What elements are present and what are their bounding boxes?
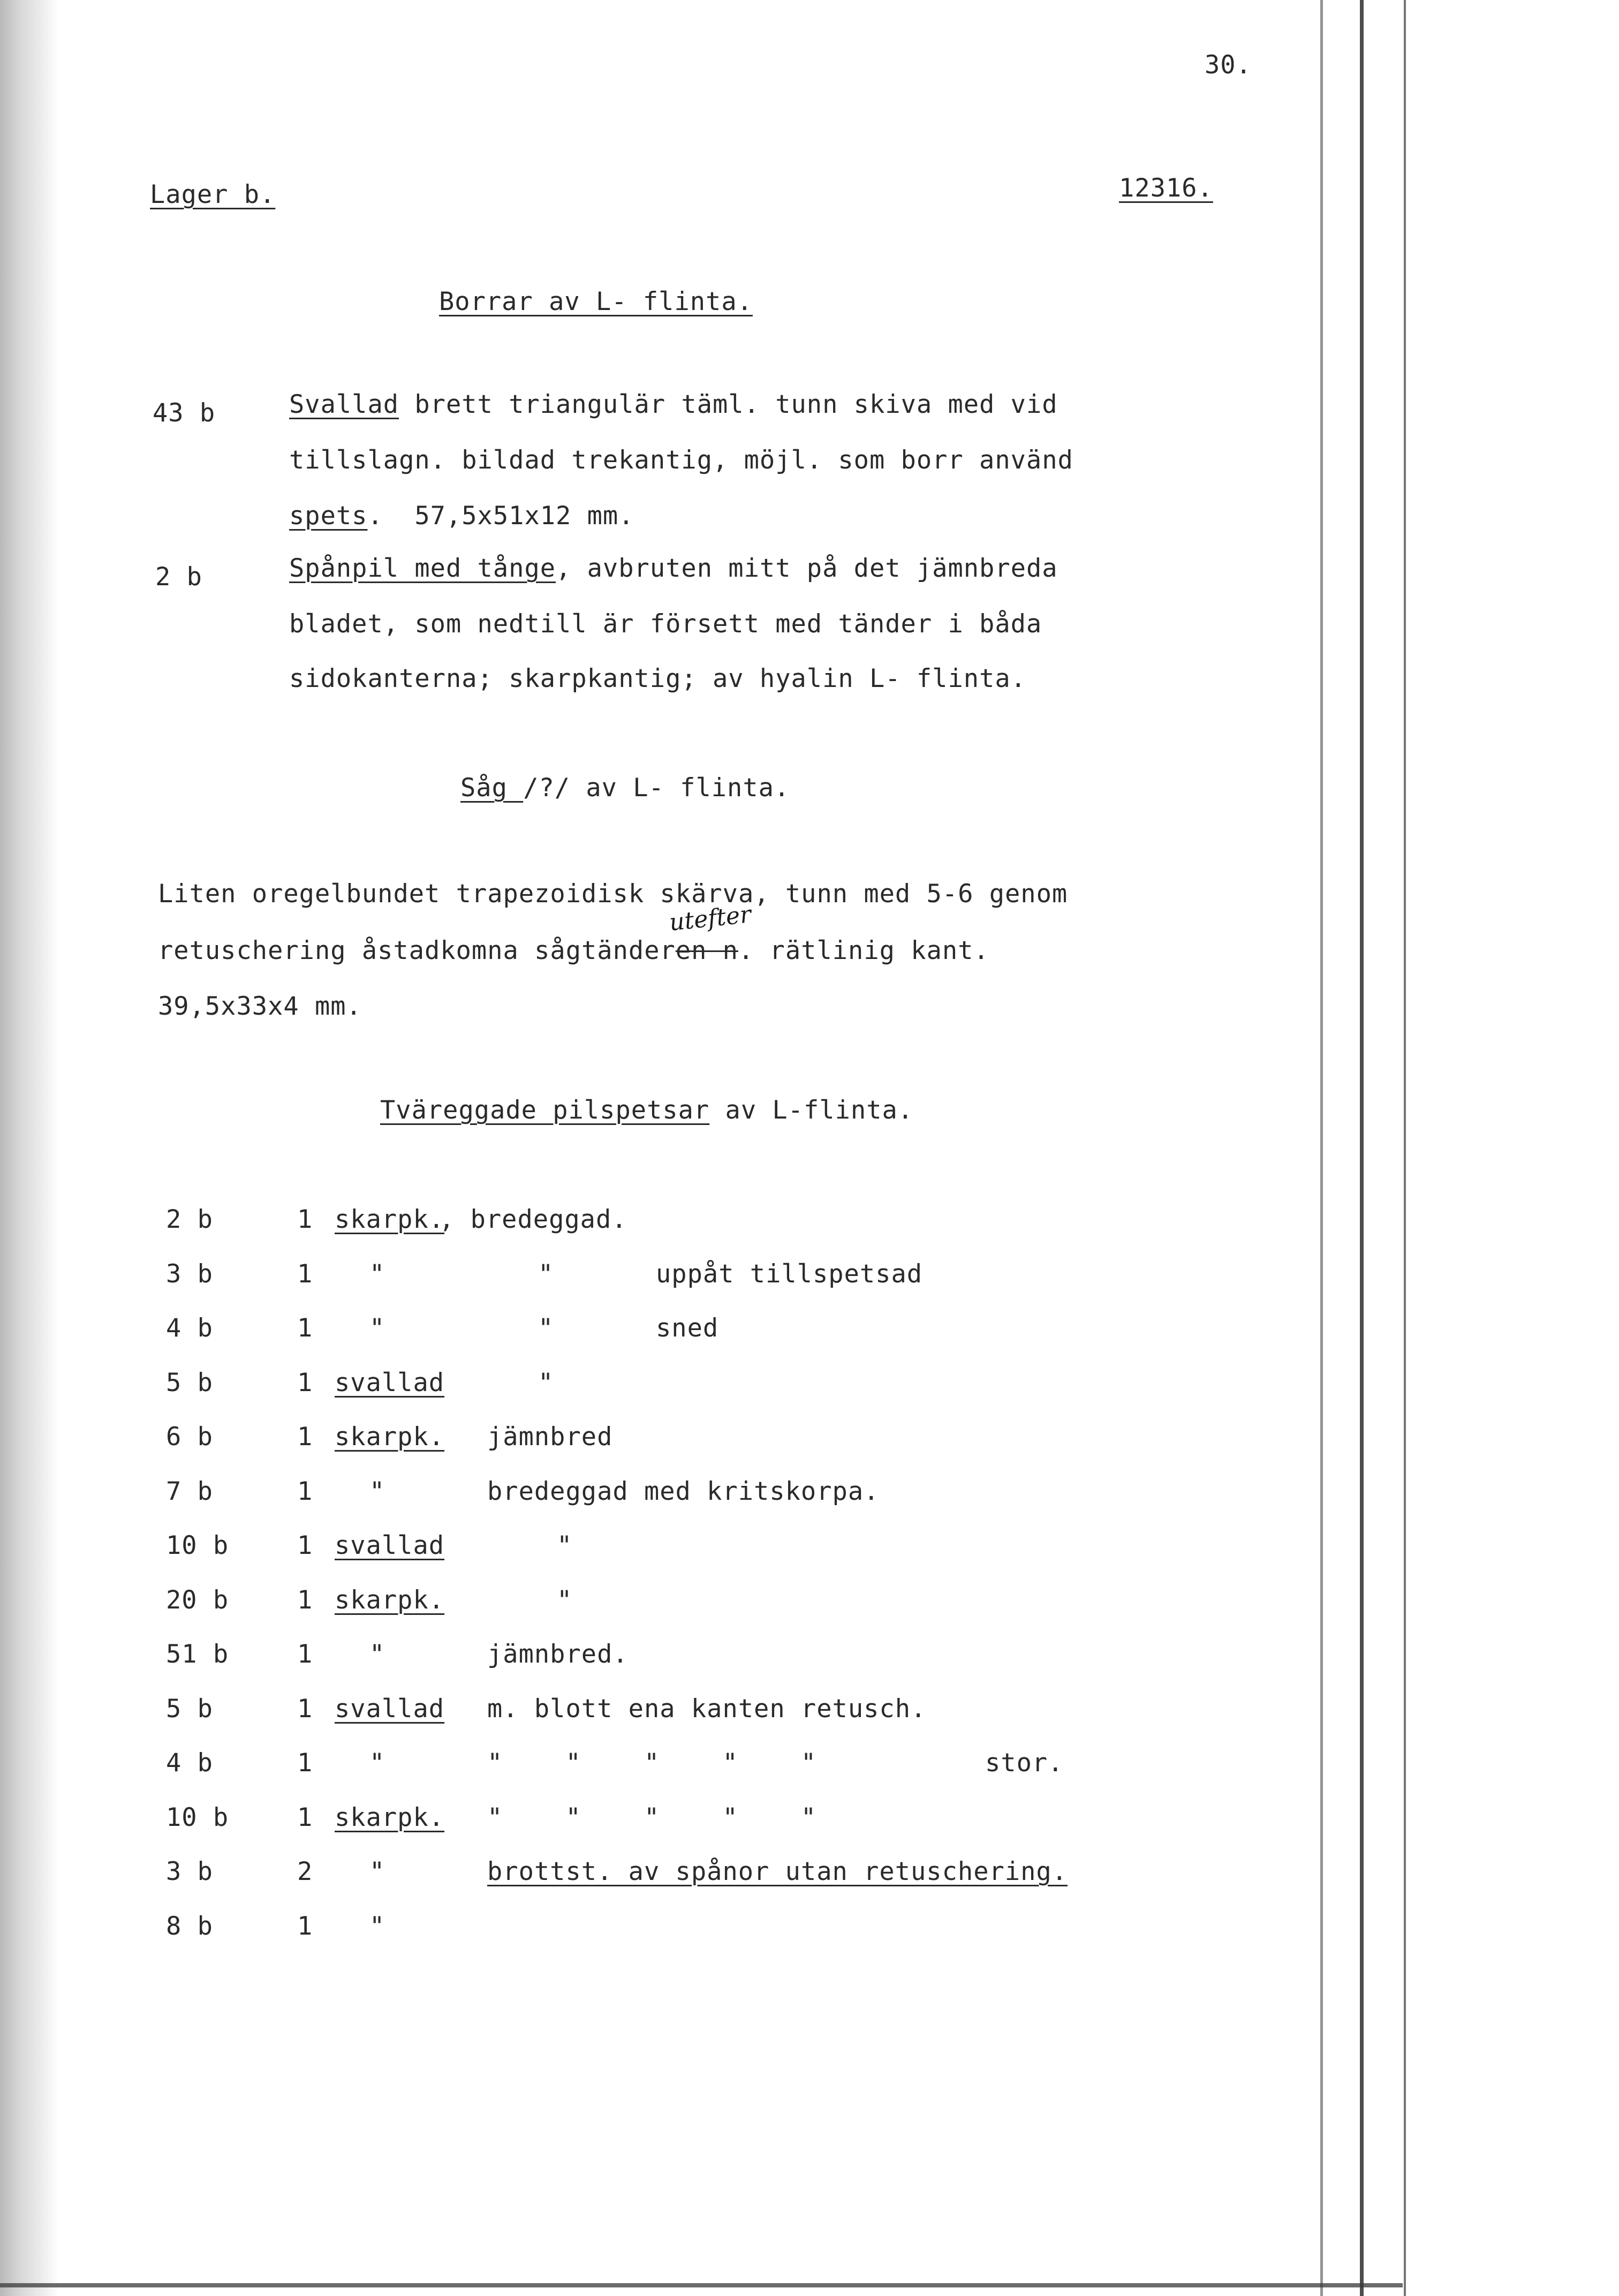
row-type: " bbox=[369, 1259, 385, 1289]
row-quantity: 1 bbox=[297, 1313, 313, 1343]
entry-count: 2 b bbox=[155, 562, 202, 592]
section-heading-arrowheads: Tväreggade pilspetsar av L-flinta. bbox=[380, 1096, 914, 1125]
row-count: 4 b bbox=[166, 1748, 213, 1778]
row-description: " bbox=[557, 1531, 573, 1560]
entry-count: 43 b bbox=[153, 398, 216, 428]
page-bottom-edge bbox=[0, 2283, 1403, 2287]
page-edge-line bbox=[1404, 0, 1406, 2296]
row-description: m. blott ena kanten retusch. bbox=[487, 1694, 927, 1724]
row-quantity: 2 bbox=[297, 1857, 313, 1886]
page-edge-line bbox=[1360, 0, 1364, 2296]
row-type: " bbox=[369, 1640, 385, 1669]
row-count: 4 b bbox=[166, 1313, 213, 1343]
row-description: " " " " " bbox=[487, 1803, 817, 1832]
row-count: 8 b bbox=[166, 1912, 213, 1941]
entry-line: tillslagn. bildad trekantig, möjl. som borr använd bbox=[289, 445, 1073, 475]
row-type: svallad bbox=[335, 1368, 445, 1398]
row-count: 6 b bbox=[166, 1422, 213, 1452]
row-description: " bbox=[538, 1259, 554, 1289]
entry-line: Spånpil med tånge, avbruten mitt på det jämnbreda bbox=[289, 554, 1058, 583]
row-type: skarpk. bbox=[335, 1585, 445, 1615]
handwritten-insert: utefter bbox=[668, 901, 753, 936]
row-count: 5 b bbox=[166, 1368, 213, 1398]
row-quantity: 1 bbox=[297, 1205, 313, 1234]
row-type: skarpk. bbox=[335, 1803, 445, 1832]
scan-binding-shadow bbox=[0, 0, 59, 2296]
saw-line: retuschering åstadkomna sågtänderen n. rätlinig kant. bbox=[158, 936, 989, 965]
section-heading-drills: Borrar av L- flinta. bbox=[439, 287, 753, 316]
row-type: " bbox=[369, 1477, 385, 1506]
row-description: jämnbred. bbox=[487, 1640, 629, 1669]
saw-line: 39,5x33x4 mm. bbox=[158, 992, 362, 1021]
page-number: 30. bbox=[1205, 50, 1252, 80]
row-description: " bbox=[538, 1313, 554, 1343]
saw-line: Liten oregelbundet trapezoidisk skärva, tunn med 5-6 genom bbox=[158, 879, 1068, 909]
row-quantity: 1 bbox=[297, 1368, 313, 1398]
row-quantity: 1 bbox=[297, 1803, 313, 1832]
row-count: 20 b bbox=[166, 1585, 229, 1615]
entry-line: bladet, som nedtill är försett med tänder i båda bbox=[289, 609, 1042, 639]
row-count: 2 b bbox=[166, 1205, 213, 1234]
row-type: skarpk. bbox=[335, 1205, 445, 1234]
row-quantity: 1 bbox=[297, 1912, 313, 1941]
row-description: " bbox=[557, 1585, 573, 1615]
row-quantity: 1 bbox=[297, 1531, 313, 1560]
row-quantity: 1 bbox=[297, 1694, 313, 1724]
row-type: skarpk. bbox=[335, 1422, 445, 1452]
page-edge-line bbox=[1320, 0, 1323, 2296]
row-type: " bbox=[369, 1313, 385, 1343]
row-quantity: 1 bbox=[297, 1422, 313, 1452]
row-type: " bbox=[369, 1912, 385, 1941]
row-count: 3 b bbox=[166, 1857, 213, 1886]
row-count: 51 b bbox=[166, 1640, 229, 1669]
row-type: svallad bbox=[335, 1531, 445, 1560]
row-note: uppåt tillspetsad bbox=[656, 1259, 923, 1289]
row-description: brottst. av spånor utan retuschering. bbox=[487, 1857, 1068, 1886]
entry-line: spets. 57,5x51x12 mm. bbox=[289, 501, 634, 531]
row-note: sned bbox=[656, 1313, 719, 1343]
row-quantity: 1 bbox=[297, 1585, 313, 1615]
row-count: 5 b bbox=[166, 1694, 213, 1724]
entry-line: sidokanterna; skarpkantig; av hyalin L- flinta. bbox=[289, 664, 1026, 693]
row-count: 7 b bbox=[166, 1477, 213, 1506]
catalog-number: 12316. bbox=[1119, 173, 1213, 203]
row-count: 10 b bbox=[166, 1531, 229, 1560]
row-count: 3 b bbox=[166, 1259, 213, 1289]
row-description: bredeggad med kritskorpa. bbox=[487, 1477, 880, 1506]
row-quantity: 1 bbox=[297, 1259, 313, 1289]
row-description: " " " " " bbox=[487, 1748, 817, 1778]
row-count: 10 b bbox=[166, 1803, 229, 1832]
row-quantity: 1 bbox=[297, 1640, 313, 1669]
layer-label: Lager b. bbox=[150, 180, 276, 209]
entry-line: Svallad brett triangulär täml. tunn skiva med vid bbox=[289, 390, 1058, 419]
row-size-note: stor. bbox=[985, 1748, 1064, 1778]
row-description: , bredeggad. bbox=[439, 1205, 627, 1234]
row-type: " bbox=[369, 1857, 385, 1886]
row-quantity: 1 bbox=[297, 1477, 313, 1506]
row-description: " bbox=[538, 1368, 554, 1398]
section-heading-saw: Såg /?/ av L- flinta. bbox=[460, 773, 790, 803]
row-quantity: 1 bbox=[297, 1748, 313, 1778]
row-type: " bbox=[369, 1748, 385, 1778]
row-type: svallad bbox=[335, 1694, 445, 1724]
row-description: jämnbred bbox=[487, 1422, 613, 1452]
